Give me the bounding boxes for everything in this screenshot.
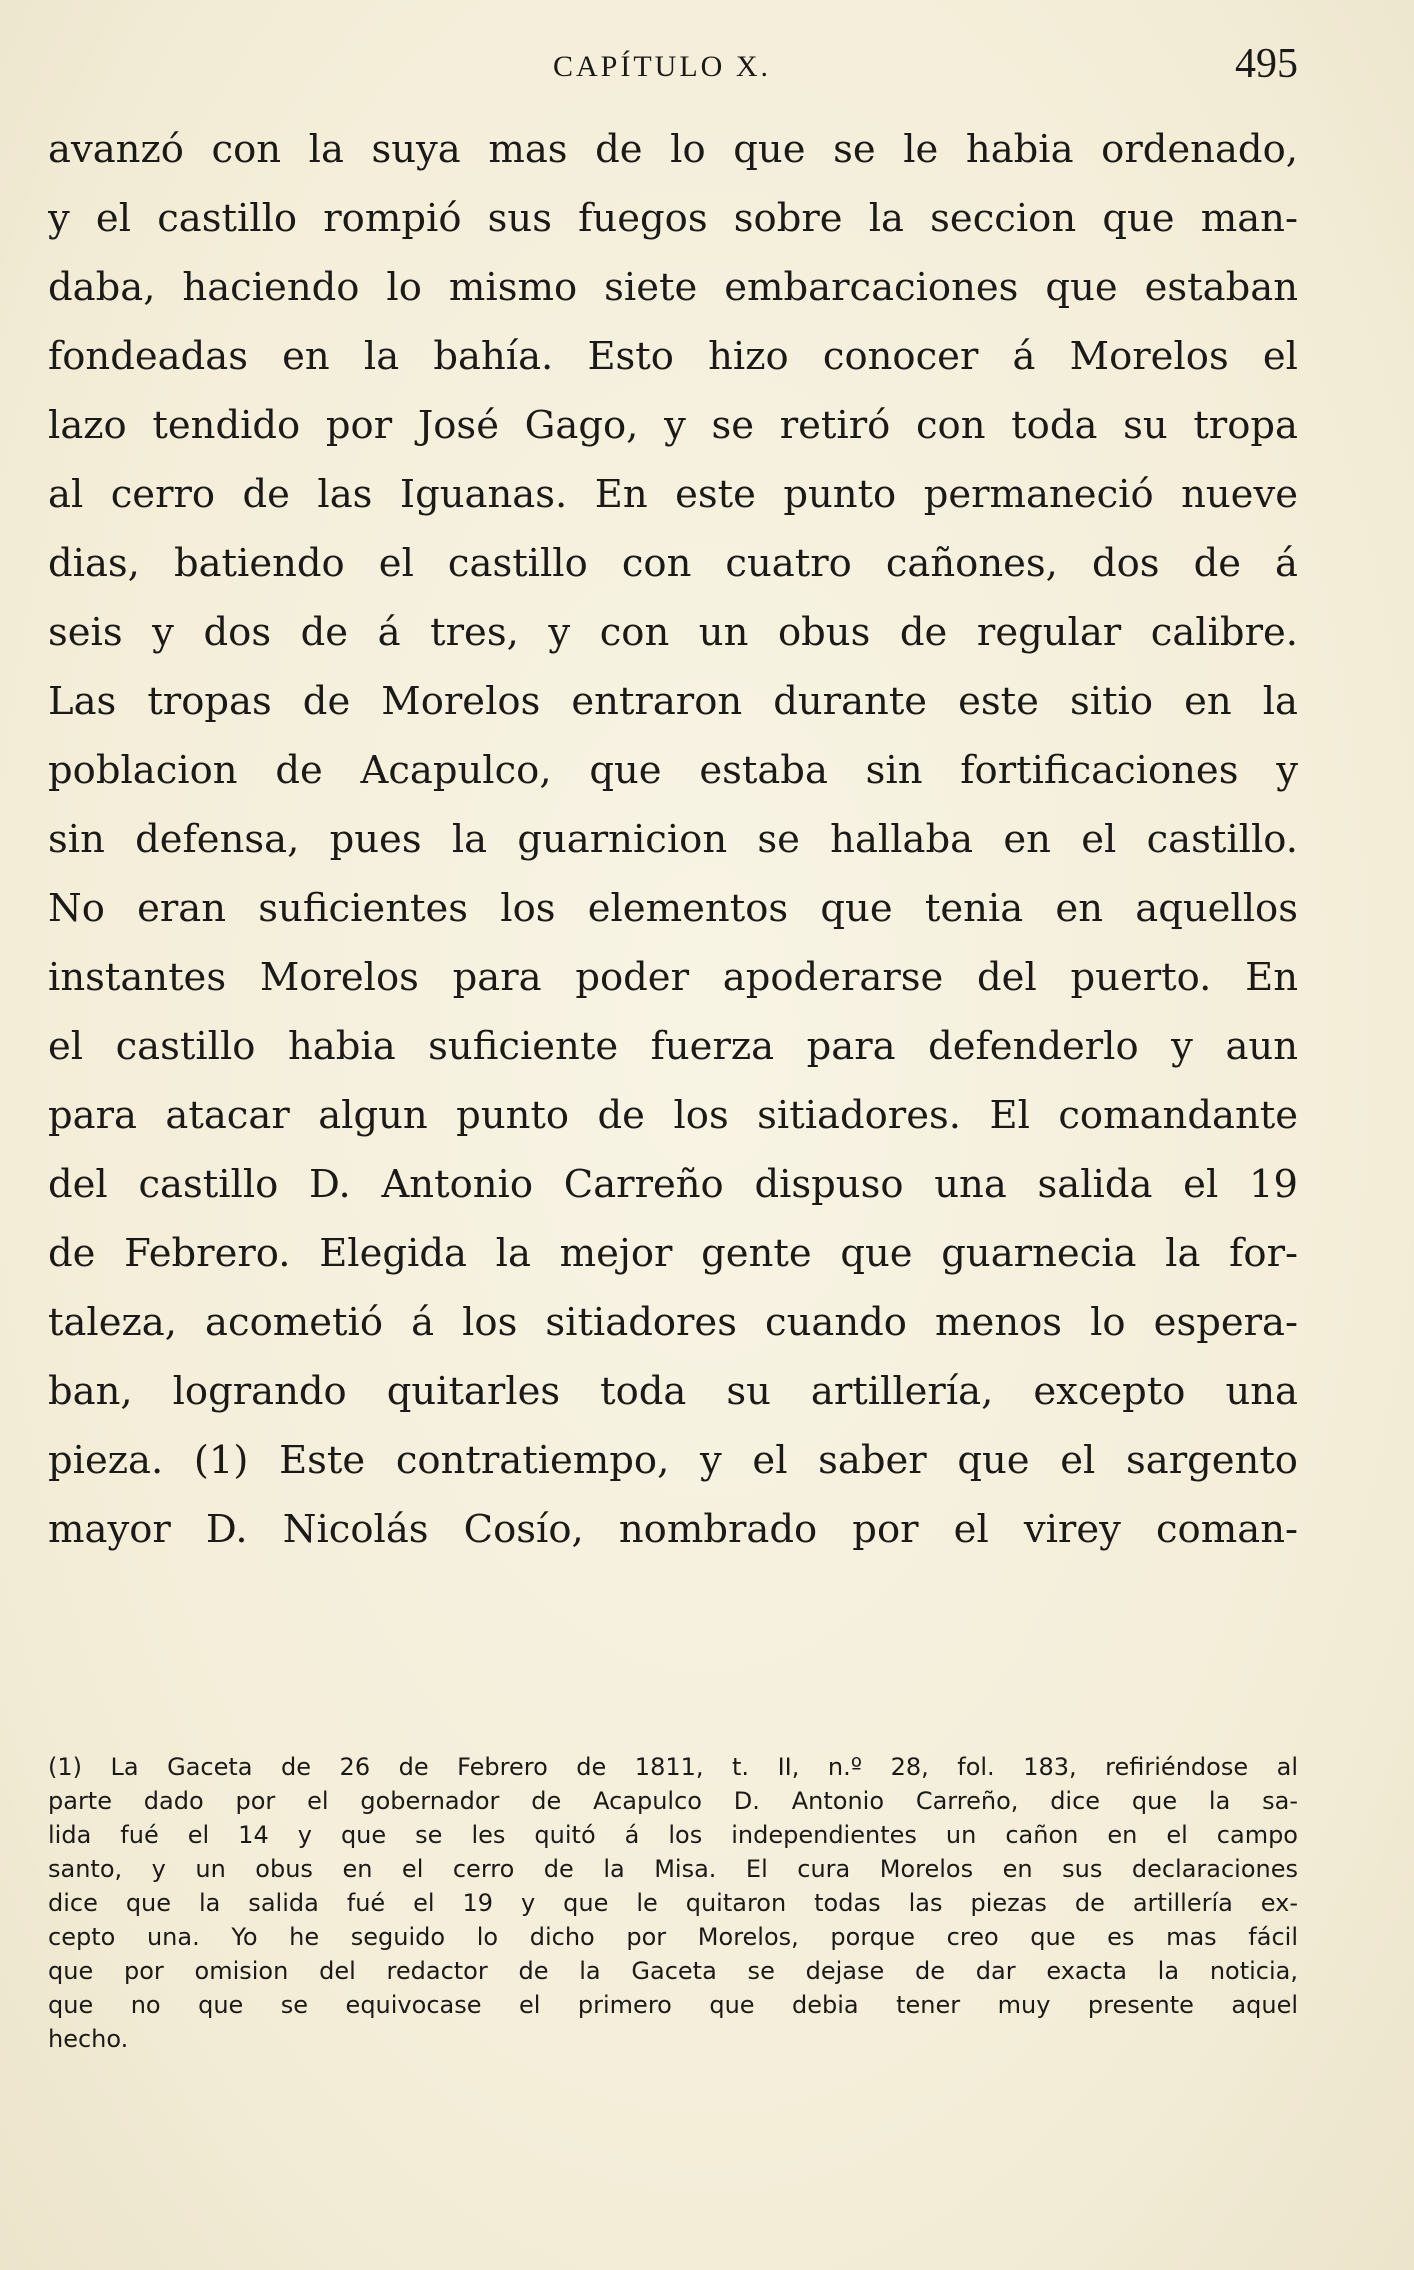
text-line: No eran suficientes los elementos que tenia en aquellos <box>48 886 1298 931</box>
text-line: el castillo habia suficiente fuerza para defenderlo y aun <box>48 1024 1298 1069</box>
text-line: instantes Morelos para poder apoderarse del puerto. En <box>48 955 1298 1000</box>
footnote-line: dice que la salida fué el 19 y que le quitaron todas las piezas de artillería ex- <box>48 1889 1298 1917</box>
text-line: poblacion de Acapulco, que estaba sin fortificaciones y <box>48 748 1298 793</box>
running-header <box>48 40 1298 100</box>
text-line: mayor D. Nicolás Cosío, nombrado por el virey coman- <box>48 1507 1298 1552</box>
text-line: seis y dos de á tres, y con un obus de regular calibre. <box>48 610 1298 655</box>
text-line: avanzó con la suya mas de lo que se le habia ordenado, <box>48 127 1298 172</box>
text-line: dias, batiendo el castillo con cuatro cañones, dos de á <box>48 541 1298 586</box>
text-line: para atacar algun punto de los sitiadores. El comandante <box>48 1093 1298 1138</box>
text-line: de Febrero. Elegida la mejor gente que guarnecia la for- <box>48 1231 1298 1276</box>
text-line: al cerro de las Iguanas. En este punto permaneció nueve <box>48 472 1298 517</box>
text-line: lazo tendido por José Gago, y se retiró con toda su tropa <box>48 403 1298 448</box>
text-line: sin defensa, pues la guarnicion se hallaba en el castillo. <box>48 817 1298 862</box>
text-line: taleza, acometió á los sitiadores cuando menos lo espera- <box>48 1300 1298 1345</box>
footnote-line: parte dado por el gobernador de Acapulco D. Antonio Carreño, dice que la sa- <box>48 1787 1298 1815</box>
chapter-title: CAPÍTULO X. <box>553 50 771 83</box>
main-text <box>48 115 1298 1564</box>
text-line: daba, haciendo lo mismo siete embarcaciones que estaban <box>48 265 1298 310</box>
footnote-line: que por omision del redactor de la Gaceta se dejase de dar exacta la noticia, <box>48 1957 1298 1985</box>
footnote-line: santo, y un obus en el cerro de la Misa. El cura Morelos en sus declaraciones <box>48 1855 1298 1883</box>
text-line: Las tropas de Morelos entraron durante este sitio en la <box>48 679 1298 724</box>
page-number: 495 <box>1235 41 1298 87</box>
text-line: fondeadas en la bahía. Esto hizo conocer á Morelos el <box>48 334 1298 379</box>
text-line: pieza. (1) Este contratiempo, y el saber que el sargento <box>48 1438 1298 1483</box>
text-line: y el castillo rompió sus fuegos sobre la seccion que man- <box>48 196 1298 241</box>
footnote-line: (1) La Gaceta de 26 de Febrero de 1811, t. II, n.º 28, fol. 183, refiriéndose al <box>48 1753 1298 1781</box>
footnote-line: hecho. <box>48 2025 129 2053</box>
footnote-line: cepto una. Yo he seguido lo dicho por Morelos, porque creo que es mas fácil <box>48 1923 1298 1951</box>
footnote-line: que no que se equivocase el primero que debia tener muy presente aquel <box>48 1991 1298 2019</box>
footnote-line: lida fué el 14 y que se les quitó á los independientes un cañon en el campo <box>48 1821 1298 1849</box>
text-line: ban, logrando quitarles toda su artillería, excepto una <box>48 1369 1298 1414</box>
text-line: del castillo D. Antonio Carreño dispuso una salida el 19 <box>48 1162 1298 1207</box>
footnote-block <box>48 1750 1298 2056</box>
